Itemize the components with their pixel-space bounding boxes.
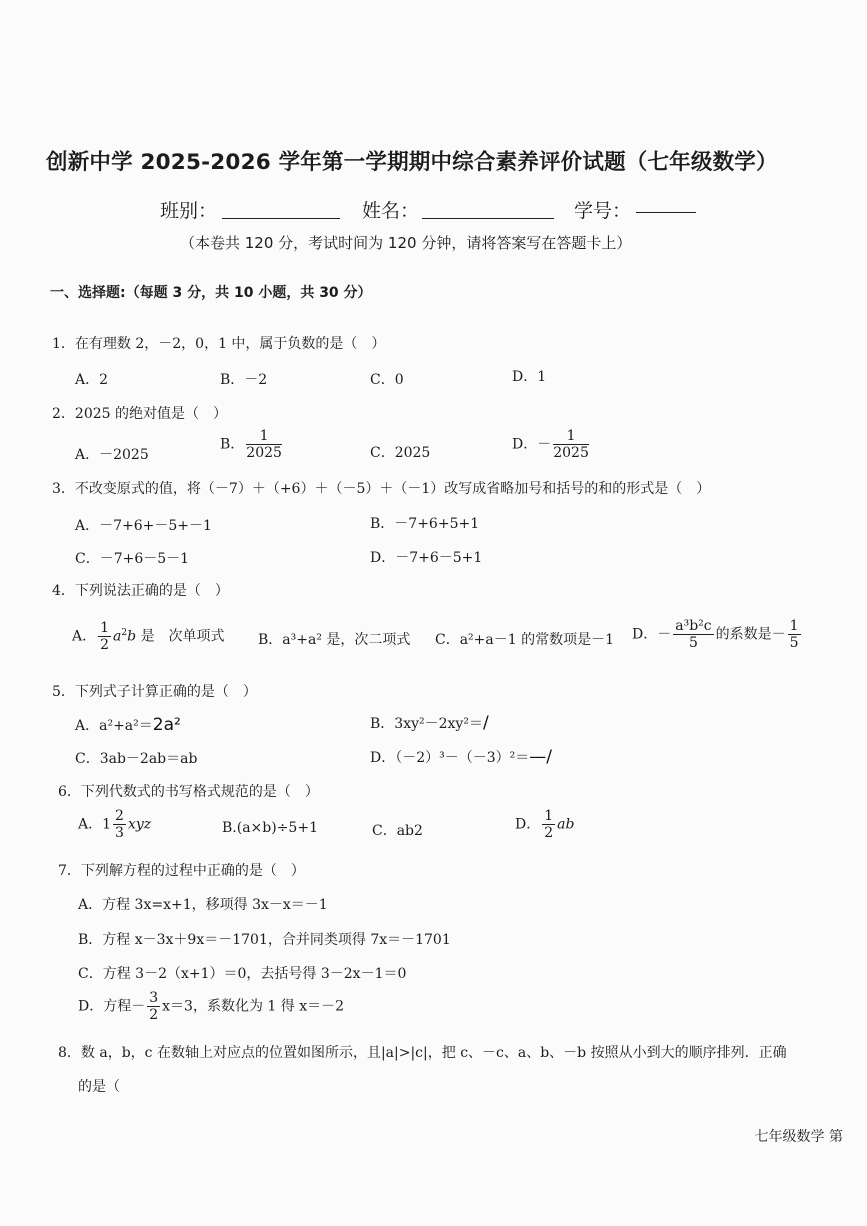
q1-option-a: A．2 [75, 372, 109, 388]
q1-stem: 1．在有理数 2，－2，0，1 中，属于负数的是（ ） [52, 336, 386, 352]
q7-d-denominator: 2 [149, 1007, 159, 1023]
q4-option-b: B．a³+a² 是，次二项式 [258, 632, 411, 648]
q5-a-text: A．a²+a²＝ [75, 718, 153, 734]
q2-d-prefix: D．－ [512, 436, 552, 453]
exam-title: 创新中学 2025-2026 学年第一学期期中综合素养评价试题（七年级数学） [46, 150, 778, 175]
q3-option-b: B．－7+6+5+1 [370, 516, 480, 532]
q6-option-a [78, 808, 151, 841]
q5-option-c: C．3ab－2ab＝ab [75, 751, 198, 767]
q6-d-denominator: 2 [544, 825, 554, 841]
name-blank [422, 218, 554, 219]
exam-note: （本卷共 120 分，考试时间为 120 分钟，请将答案写在答题卡上） [180, 234, 632, 252]
q4-option-d [632, 618, 803, 651]
q5-b-text: B．3xy²－2xy²＝ [370, 716, 483, 732]
q6-a-fraction [113, 808, 126, 841]
q7-d-prefix: D．方程－ [78, 998, 146, 1015]
q7-d-tail: x＝3，系数化为 1 得 x＝－2 [162, 998, 345, 1015]
q7-option-c: C．方程 3－2（x+1）＝0，去括号得 3－2x－1＝0 [78, 966, 407, 982]
q6-d-numerator: 1 [544, 808, 554, 824]
q7-option-a: A．方程 3x=x+1，移项得 3x－x＝－1 [78, 897, 328, 913]
q4-a-tail: 是 次单项式 [140, 628, 225, 645]
q4-d-numerator: a³b²c [675, 618, 712, 634]
q1-option-c: C．0 [370, 372, 404, 388]
q6-option-c: C．ab2 [372, 823, 423, 839]
q7-option-b: B．方程 x－3x＋9x＝－1701，合并同类项得 7x＝－1701 [78, 932, 451, 948]
q5-option-d [370, 747, 552, 767]
q8-stem-continued: 的是（ [78, 1079, 120, 1095]
q6-a-denominator: 3 [115, 825, 124, 841]
q4-a-denominator: 2 [100, 637, 110, 653]
q5-a-handwriting: 2a² [152, 715, 181, 735]
q4-d-fraction [673, 618, 713, 651]
q6-d-fraction [542, 808, 555, 841]
q4-option-c: C．a²+a－1 的常数项是－1 [435, 632, 615, 648]
q4-d-fraction2 [788, 618, 801, 651]
q5-option-b [370, 713, 489, 733]
q5-b-handwriting: / [482, 713, 489, 733]
q5-option-a [75, 715, 181, 735]
q2-b-numerator: 1 [246, 428, 282, 445]
q2-stem: 2．2025 的绝对值是（ ） [52, 406, 227, 422]
q2-b-prefix: B． [220, 436, 245, 453]
q1-option-b: B．－2 [220, 372, 268, 388]
name-label: 姓名： [362, 200, 420, 222]
q4-d-numerator2: 1 [789, 618, 799, 634]
q3-option-d: D．－7+6－5+1 [370, 550, 483, 566]
q7-d-fraction [147, 990, 160, 1023]
q5-d-text: D．（－2）³－（－3）²＝ [370, 750, 530, 766]
q2-b-fraction [246, 428, 282, 461]
q3-option-c: C．－7+6－5－1 [75, 551, 190, 567]
q3-stem: 3．不改变原式的值，将（－7）＋（+6）＋（－5）＋（－1）改写成省略加号和括号的和的形式是（ ） [52, 481, 711, 497]
q2-d-numerator: 1 [553, 428, 589, 445]
q4-a-numerator: 1 [100, 620, 110, 636]
q4-a-prefix: A． [72, 628, 97, 645]
q2-option-d [512, 428, 591, 461]
section-heading: 一、选择题:（每题 3 分，共 10 小题，共 30 分） [50, 285, 372, 301]
q3-option-a: A．－7+6+－5+－1 [75, 518, 212, 534]
q4-stem: 4．下列说法正确的是（ ） [52, 583, 229, 599]
q2-option-b [220, 428, 284, 461]
q6-a-prefix: A．1 [78, 816, 112, 833]
class-label: 班别： [160, 200, 218, 222]
q6-d-tail: ab [557, 816, 575, 833]
q4-d-prefix: D．－ [632, 626, 672, 643]
class-blank [222, 218, 340, 219]
q6-option-b: B.(a×b)÷5+1 [222, 820, 318, 836]
q5-d-handwriting: —/ [529, 747, 552, 767]
q4-option-a: A． $\frac{1}{2}$ $a^2b$ 是 次单项式 [72, 620, 225, 653]
page-footer: 七年级数学 第 [754, 1129, 843, 1145]
q4-d-denominator2: 5 [789, 635, 799, 651]
q4-d-denominator: 5 [688, 635, 698, 651]
q6-option-d [515, 808, 574, 841]
q2-option-c: C．2025 [370, 445, 431, 461]
q2-d-denominator: 2025 [553, 445, 589, 461]
q4-d-mid: 的系数是－ [715, 626, 786, 643]
q6-d-prefix: D． [515, 816, 541, 833]
q2-b-denominator: 2025 [246, 445, 282, 461]
q2-option-a: A．－2025 [75, 447, 149, 463]
q8-stem: 8．数 a，b，c 在数轴上对应点的位置如图所示，且|a|>|c|，把 c、－c、a、b、－b 按照从小到大的顺序排列．正确 [58, 1045, 787, 1061]
q7-stem: 7．下列解方程的过程中正确的是（ ） [58, 863, 305, 879]
q7-option-d [78, 990, 344, 1023]
q1-option-d: D．1 [512, 369, 547, 385]
q5-stem: 5．下列式子计算正确的是（ ） [52, 684, 257, 700]
q2-d-fraction [553, 428, 589, 461]
id-label: 学号： [574, 200, 632, 222]
q6-a-numerator: 2 [115, 808, 124, 824]
q7-d-numerator: 3 [149, 990, 159, 1006]
q6-a-tail: xyz [127, 816, 152, 833]
id-blank [636, 212, 696, 213]
q4-a-fraction [98, 620, 111, 653]
q6-stem: 6．下列代数式的书写格式规范的是（ ） [58, 784, 319, 800]
